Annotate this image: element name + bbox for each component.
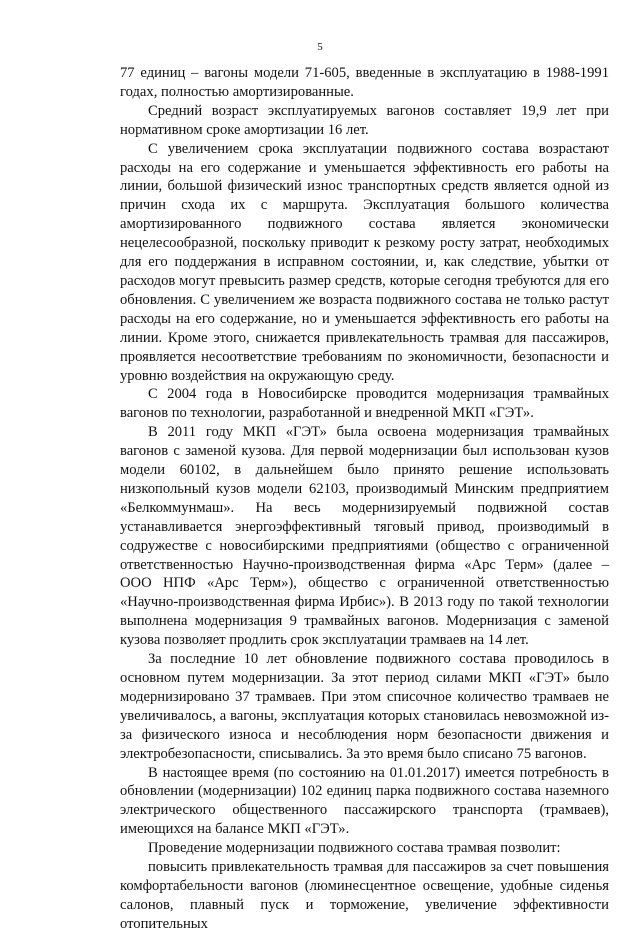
page-number: 5 (317, 41, 323, 53)
paragraph-modernization-since-2004: С 2004 года в Новосибирске проводится модернизация трамвайных вагонов по технологии, разработанной и внедренной МКП «ГЭТ». (120, 386, 609, 422)
paragraph-service-life-costs: С увеличением срока эксплуатации подвижного состава возрастают расходы на его содержание и уменьшается эффективность его работы на линии, большой физический износ транспортных средств является одной из причин схода их с маршрута. Эксплуатация большого количества амортизированного подвижного состава является экономически нецелесообразной, поскольку приводит к резкому росту затрат, необходимых для его поддержания в исправном состоянии, и, как следствие, убытки от расходов могут превысить размер средств, которые сегодня требуются для его обновления. С увеличением же возраста подвижного состава не только растут расходы на его содержание, но и уменьшается эффективность его работы на линии. Кроме этого, снижается привлекательность трамвая для пассажиров, проявляется несоответствие требованиям по экономичности, безопасности и уровню воздействия на окружающую среду. (120, 140, 609, 384)
paragraph-last-10-years: За последние 10 лет обновление подвижного состава проводилось в основном путем модернизации. За этот период силами МКП «ГЭТ» было модернизировано 37 трамваев. При этом списочное количество трамваев не увеличивалось, а вагоны, эксплуатация которых становилась невозможной из-за физического износа и несоблюдения норм безопасности движения и электробезопасности, списывались. За это время было списано 75 вагонов. (120, 651, 609, 762)
paragraph-increase-attractiveness: повысить привлекательность трамвая для пассажиров за счет повышения комфортабельности вагонов (люминесцентное освещение, удобные сиденья салонов, плавный пуск и торможение, увеличение эффективности отопительных (120, 859, 609, 932)
document-body (120, 64, 609, 934)
paragraph-body-replacement-2011: В 2011 году МКП «ГЭТ» была освоена модернизация трамвайных вагонов с заменой кузова. Для первой модернизации был использован кузов модели 60102, в дальнейшем было принято решение использовать низкопольный кузов модели 62103, производимый Минским предприятием «Белкоммунмаш». На весь модернизируемый подвижной состав устанавливается энергоэффективный тяговый привод, производимый в содружестве с новосибирскими предприятиями (общество с ограниченной ответственностью Научно-производственная фирма «Арс Терм» (далее – ООО НПФ «Арс Терм»), общество с ограниченной ответственностью «Научно-производственная фирма Ирбис»). В 2013 году по такой технологии выполнена модернизация 9 трамвайных вагонов. Модернизация с заменой кузова позволяет продлить срок эксплуатации трамваев на 14 лет. (120, 424, 609, 649)
paragraph-average-age: Средний возраст эксплуатируемых вагонов составляет 19,9 лет при нормативном сроке амортизации 16 лет. (120, 102, 609, 138)
paragraph-modernization-allows: Проведение модернизации подвижного состава трамвая позволит: (148, 840, 561, 857)
paragraph-units-71-605: 77 единиц – вагоны модели 71-605, введенные в эксплуатацию в 1988-1991 годах, полностью амортизированные. (120, 65, 609, 100)
paragraph-current-need: В настоящее время (по состоянию на 01.01.2017) имеется потребность в обновлении (модернизации) 102 единиц парка подвижного состава наземного электрического общественного пассажирского транспорта (трамваев), имеющихся на балансе МКП «ГЭТ». (120, 764, 609, 838)
